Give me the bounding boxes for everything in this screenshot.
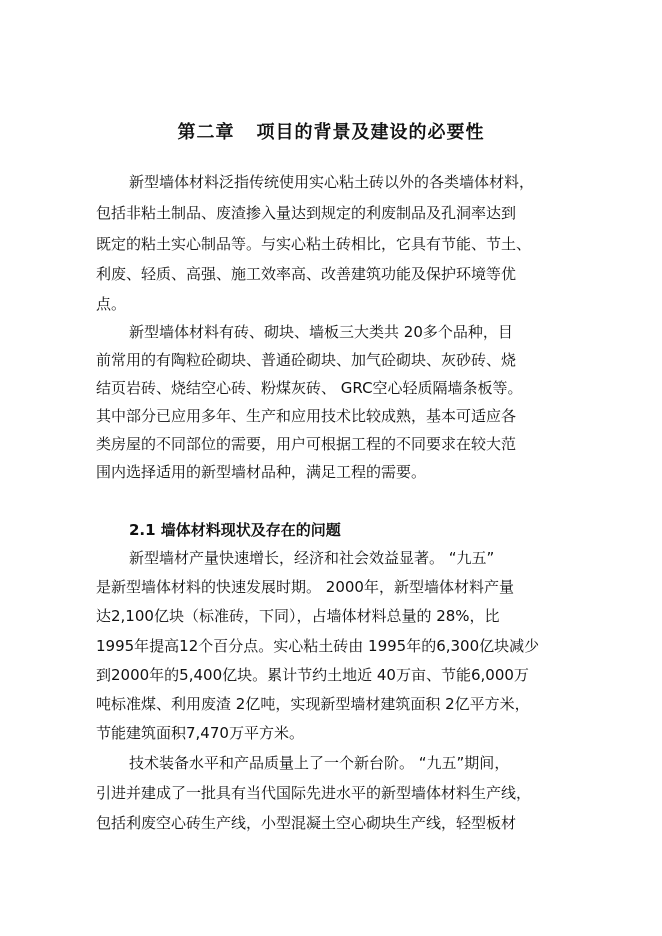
paragraph-line: 1995年提高12个百分点。实心粘土砖由 1995年的6,300亿块减少: [96, 637, 540, 655]
paragraph-line: 达2,100亿块（标准砖，下同），占墙体材料总量的 28%，比: [96, 607, 500, 625]
chapter-title: [0, 118, 662, 144]
paragraph-line: 节能建筑面积7,470万平方米。: [96, 724, 304, 742]
chapter-number: 第二章: [177, 122, 235, 143]
paragraph-line: 前常用的有陶粒砼砌块、普通砼砌块、加气砼砌块、灰砂砖、烧: [96, 351, 517, 369]
paragraph-line: 新型墙材产量快速增长，经济和社会效益显著。 “九五”: [129, 549, 495, 567]
paragraph-line: 到2000年的5,400亿块。累计节约土地近 40万亩、节能6,000万: [96, 666, 529, 684]
chapter-title-text: 项目的背景及建设的必要性: [256, 122, 485, 143]
paragraph-line: 既定的粘土实心制品等。与实心粘土砖相比，它具有节能、节土、: [96, 235, 532, 253]
paragraph-line: 点。: [96, 295, 127, 313]
paragraph-line: 其中部分已应用多年、生产和应用技术比较成熟，基本可适应各: [96, 407, 517, 425]
paragraph-line: 利废、轻质、高强、施工效率高、改善建筑功能及保护环境等优: [96, 265, 517, 283]
section-heading: 2.1 墙体材料现状及存在的问题: [129, 521, 341, 539]
paragraph-line: 引进并建成了一批具有当代国际先进水平的新型墙体材料生产线，: [96, 784, 532, 802]
paragraph-line: 围内选择适用的新型墙材品种，满足工程的需要。: [96, 463, 427, 481]
paragraph-line: 技术装备水平和产品质量上了一个新台阶。 “九五”期间，: [129, 754, 510, 772]
paragraph-line: 类房屋的不同部位的需要，用户可根据工程的不同要求在较大范: [96, 435, 517, 453]
paragraph-line: 新型墙体材料有砖、砌块、墙板三大类共 20多个品种，目: [129, 323, 513, 341]
paragraph-line: 吨标准煤、利用废渣 2亿吨，实现新型墙材建筑面积 2亿平方米，: [96, 695, 530, 713]
paragraph-line: 包括非粘土制品、废渣掺入量达到规定的利废制品及孔洞率达到: [96, 204, 517, 222]
paragraph-line: 结页岩砖、烧结空心砖、粉煤灰砖、 GRC空心轻质隔墙条板等。: [96, 379, 523, 397]
paragraph-line: 是新型墙体材料的快速发展时期。 2000年，新型墙体材料产量: [96, 578, 514, 596]
paragraph-line: 新型墙体材料泛指传统使用实心粘土砖以外的各类墙体材料，: [129, 173, 535, 191]
paragraph-line: 包括利废空心砖生产线，小型混凝土空心砌块生产线，轻型板材: [96, 814, 517, 832]
